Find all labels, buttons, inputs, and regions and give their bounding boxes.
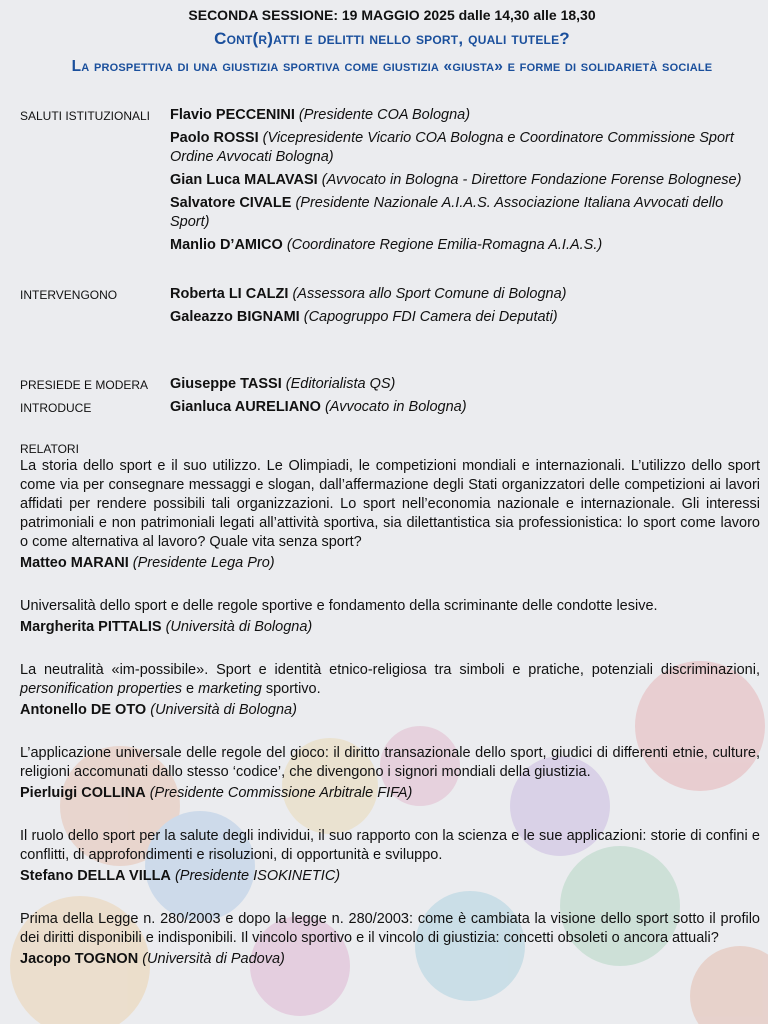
talk-item [20,910,764,969]
talk-item [20,597,764,637]
person-name: Paolo ROSSI [170,130,259,146]
speaker-name: Margherita PITTALIS [20,619,162,635]
talk-item [20,744,764,803]
speaker-role: (Presidente Lega Pro) [132,555,275,571]
introduce-label: INTRODUCE [20,401,92,415]
talk-topic: Prima della Legge n. 280/2003 e dopo la legge n. 280/2003: come è cambiata la visione dello sport sotto il profilo dei diritti disponibili e indisponibili. Il vincolo sportivo e il vincolo di giustizia: concetti obsoleti o ancora attuali? [20,911,760,946]
person-role: (Vicepresidente Vicario COA Bologna e Coordinatore Commissione Sport Ordine Avvocati Bologna) [170,130,734,165]
intervengono-person [170,308,760,327]
conference-subtitle: La prospettiva di una giustizia sportiva come giustizia «giusta» e forme di solidarietà sociale [71,58,713,75]
person-name: Gian Luca MALAVASI [170,172,318,188]
talk-speaker [20,554,764,573]
saluti-person [170,171,760,190]
talk-speaker [20,701,764,720]
moderator-name: Giuseppe TASSI [170,376,282,392]
speaker-role: (Presidente ISOKINETIC) [174,868,341,884]
introducer-role: (Avvocato in Bologna) [324,399,467,415]
person-role: (Presidente Nazionale A.I.A.S. Associazione Italiana Avvocati dello Sport) [170,195,724,230]
talk-speaker [20,950,764,969]
intervengono-section [20,285,764,331]
talk-topic: La neutralità «im-possibile». Sport e identità etnico-religiosa tra simboli e pratiche, potenziali discriminazioni, personification properties e marketing sportivo. [20,662,760,697]
speaker-role: (Università di Padova) [142,951,285,967]
person-role: (Assessora allo Sport Comune di Bologna) [292,286,567,302]
saluti-section [20,106,764,259]
saluti-people [170,106,764,259]
speaker-name: Pierluigi COLLINA [20,785,146,801]
talk-topic: Il ruolo dello sport per la salute degli individui, il suo rapporto con la scienza e le sue applicazioni: storie di confini e conflitti, di approfondimenti e risoluzioni, di opportunità e sviluppo. [20,828,760,863]
talk-speaker [20,618,764,637]
talk-topic: L’applicazione universale delle regole del gioco: il diritto transazionale dello sport, giudici di differenti etnie, culture, religioni accomunati dallo stesso ‘codice’, che divengono i signori mondiali della giustizia. [20,745,760,780]
person-name: Galeazzo BIGNAMI [170,309,300,325]
saluti-person [170,129,760,167]
saluti-person [170,106,760,125]
person-name: Flavio PECCENINI [170,107,295,123]
intervengono-people [170,285,764,331]
talk-item [20,457,764,573]
introducer-name: Gianluca AURELIANO [170,399,321,415]
introduce-section [20,398,764,421]
talk-speaker [20,867,764,886]
speaker-name: Antonello DE OTO [20,702,147,718]
saluti-person [170,194,760,232]
talk-topic: Universalità dello sport e delle regole sportive e fondamento della scriminante delle condotte lesive. [20,598,658,614]
talk-speaker [20,784,764,803]
saluti-person [170,236,760,255]
session-heading: SECONDA SESSIONE: 19 MAGGIO 2025 dalle 14,30 alle 18,30 [188,7,596,23]
intervengono-person [170,285,760,304]
talk-item [20,827,764,886]
person-role: (Avvocato in Bologna - Direttore Fondazione Forense Bolognese) [321,172,742,188]
person-name: Salvatore CIVALE [170,195,292,211]
speaker-role: (Presidente Commissione Arbitrale FIFA) [149,785,413,801]
person-role: (Coordinatore Regione Emilia-Romagna A.I.A.S.) [286,237,603,253]
moderator-role: (Editorialista QS) [285,376,396,392]
person-role: (Capogruppo FDI Camera dei Deputati) [303,309,558,325]
speaker-name: Matteo MARANI [20,555,129,571]
intervengono-label: INTERVENGONO [20,288,118,302]
talk-topic: La storia dello sport e il suo utilizzo. Le Olimpiadi, le competizioni mondiali e internazionali. L’utilizzo dello sport come via per consegnare messaggi e slogan, dall’affermazione degli Stati organizzatori delle competizioni ai lavori affidati per rendere possibili tali organizzazioni. Lo sport nell’economia nazionale e internazionale. Gli interessi patrimoniali e non patrimoniali legati all’attività sportiva, sia dilettantistica sia professionistica: lo sport come lavoro o come alternativa al lavoro? Quale vita senza sport? [20,458,760,550]
person-role: (Presidente COA Bologna) [298,107,471,123]
relatori-label: RELATORI [20,442,79,456]
speaker-role: (Università di Bologna) [150,702,297,718]
saluti-label: SALUTI ISTITUZIONALI [20,109,151,123]
speaker-name: Stefano DELLA VILLA [20,868,171,884]
presiede-label: PRESIEDE E MODERA [20,378,149,392]
person-name: Manlio D’AMICO [170,237,283,253]
presiede-section [20,375,764,398]
talk-item [20,661,764,720]
speaker-role: (Università di Bologna) [165,619,313,635]
program-page [0,6,768,969]
speaker-name: Jacopo TOGNON [20,951,139,967]
conference-title: Cont(r)atti e delitti nello sport, quali tutele? [214,29,570,48]
person-name: Roberta LI CALZI [170,286,289,302]
